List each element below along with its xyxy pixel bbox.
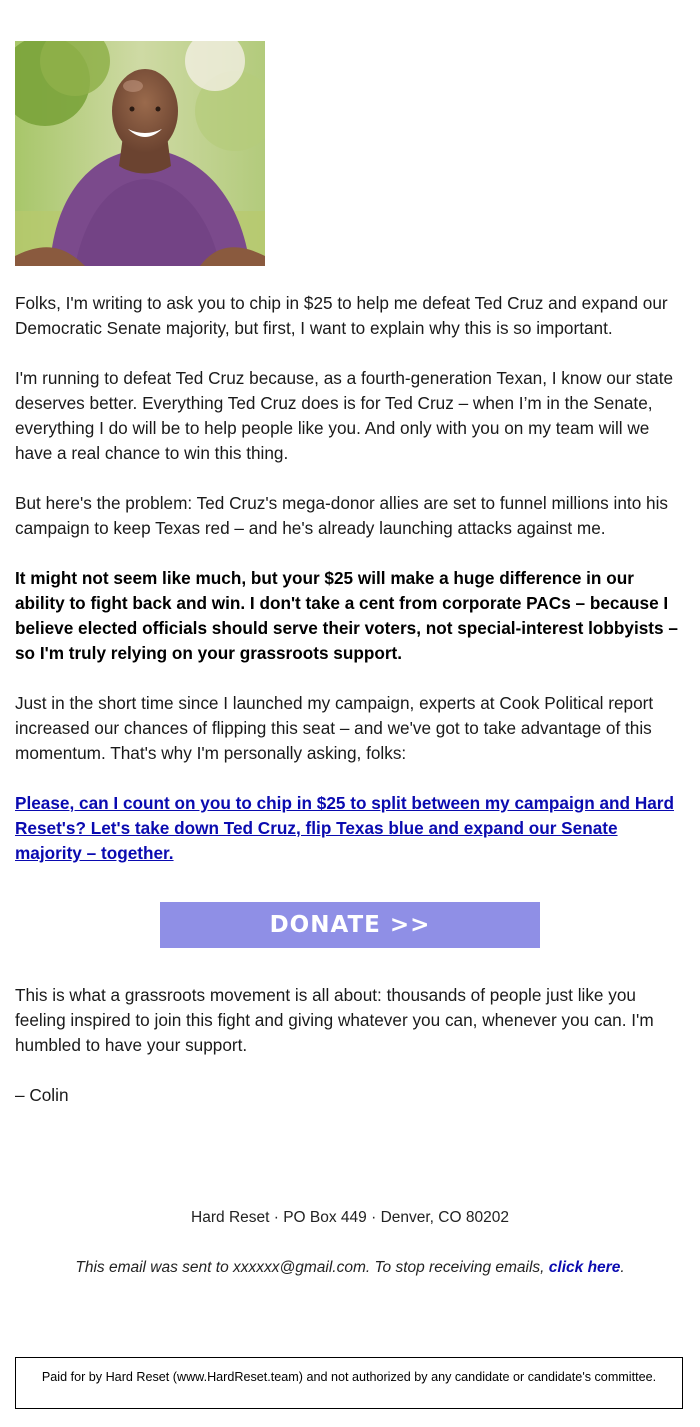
unsubscribe-link[interactable]: click here	[548, 1259, 621, 1276]
momentum-paragraph: Just in the short time since I launched my campaign, experts at Cook Political report increased our chances of flipping this seat – and we've got to take advantage of this momentum. That's why I'm personally asking, folks:	[15, 693, 654, 763]
donation-ask-paragraph	[15, 791, 687, 866]
donate-button-container	[15, 902, 685, 948]
candidate-photo	[15, 41, 265, 266]
closing-paragraph: This is what a grassroots movement is all about: thousands of people just like you feeling inspired to join this fight and giving whatever you can, whenever you can. I'm humbled to have your support.	[15, 985, 654, 1055]
candidate-photo-illustration	[15, 41, 265, 266]
donation-ask-link[interactable]: Please, can I count on you to chip in $25 to split between my campaign and Hard Reset's? Let's take down Ted Cruz, flip Texas blue and expand our Senate majority – together.	[15, 793, 674, 863]
signoff: – Colin	[15, 1085, 69, 1105]
why-running-paragraph: I'm running to defeat Ted Cruz because, as a fourth-generation Texan, I know our state deserves better. Everything Ted Cruz does is for Ted Cruz – when I’m in the Senate, everything I do will be to help people like you. And only with you on my team will we have a real chance to win this thing.	[15, 368, 674, 463]
problem-paragraph: But here's the problem: Ted Cruz's mega-donor allies are set to funnel millions into his campaign to keep Texas red – and he's already launching attacks against me.	[15, 493, 669, 538]
unsubscribe-notice	[0, 1259, 700, 1277]
email-body	[15, 41, 687, 1108]
donate-button[interactable]: DONATE >>	[160, 902, 540, 948]
paid-for-disclaimer: Paid for by Hard Reset (www.HardReset.team) and not authorized by any candidate or candidate's committee.	[15, 1357, 683, 1409]
footer-address: Hard Reset · PO Box 449 · Denver, CO 80202	[191, 1209, 509, 1226]
grassroots-appeal-paragraph: It might not seem like much, but your $25 will make a huge difference in our ability to fight back and win. I don't take a cent from corporate PACs – because I believe elected officials should serve their voters, not special-interest lobbyists – so I'm truly relying on your grassroots support.	[15, 568, 678, 663]
intro-paragraph: Folks, I'm writing to ask you to chip in $25 to help me defeat Ted Cruz and expand our Democratic Senate majority, but first, I want to explain why this is so important.	[15, 293, 668, 338]
unsubscribe-suffix: .	[620, 1259, 625, 1276]
unsubscribe-prefix: This email was sent to xxxxxx@gmail.com. To stop receiving emails,	[75, 1259, 549, 1276]
